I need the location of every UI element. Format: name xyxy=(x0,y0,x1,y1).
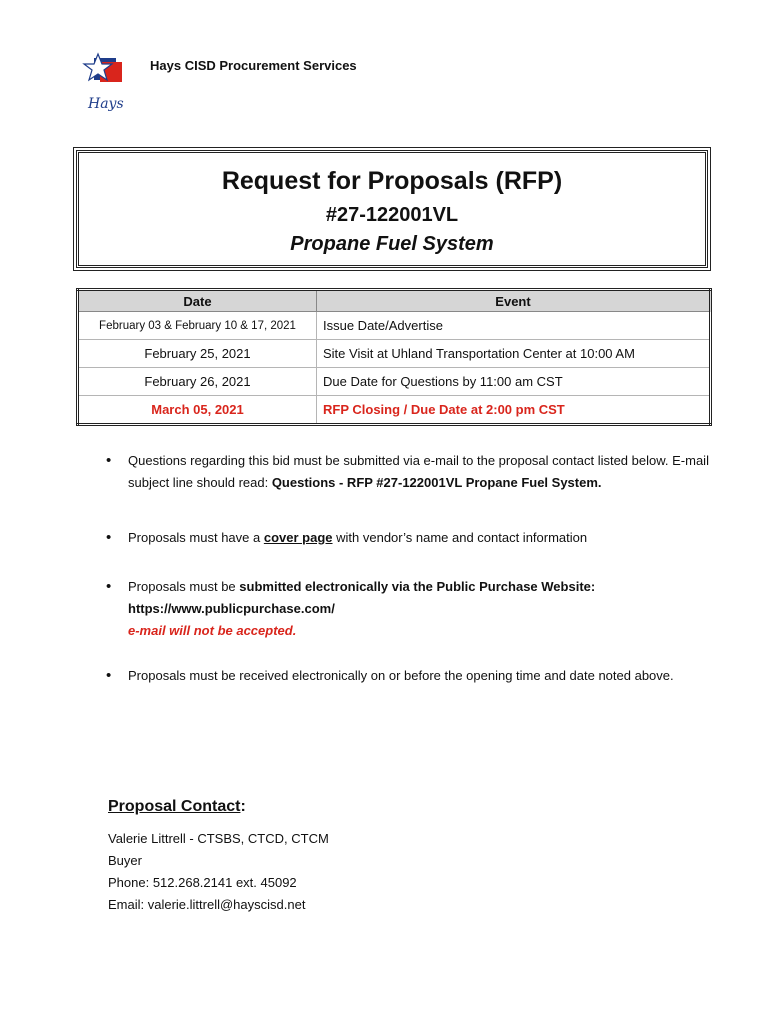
org-name: Hays CISD Procurement Services xyxy=(150,58,357,73)
contact-role: Buyer xyxy=(108,853,142,868)
email-warning: e-mail will not be accepted. xyxy=(128,623,297,638)
contact-email: Email: valerie.littrell@hayscisd.net xyxy=(108,897,306,912)
bullet-text: Proposals must be received electronically on or before the opening time and date noted above. xyxy=(128,668,674,683)
hays-logo xyxy=(80,50,128,120)
contact-name: Valerie Littrell - CTSBS, CTCD, CTCM xyxy=(108,831,329,846)
column-header-event: Event xyxy=(317,290,711,312)
event-cell: Issue Date/Advertise xyxy=(317,312,711,340)
bullet-bold-text: Questions - RFP #27-122001VL Propane Fuel System. xyxy=(271,475,602,490)
contact-phone: Phone: 512.268.2141 ext. 45092 xyxy=(108,875,297,890)
bullet-icon: • xyxy=(106,667,112,684)
date-cell: February 26, 2021 xyxy=(78,368,317,396)
list-item xyxy=(106,665,726,687)
contact-block xyxy=(108,828,329,916)
table-row xyxy=(78,368,711,396)
contact-heading: Proposal Contact: xyxy=(108,798,246,815)
list-item xyxy=(106,576,726,642)
bullet-bold-text: submitted electronically via the Public Purchase Website: xyxy=(239,579,596,594)
date-cell: March 05, 2021 xyxy=(78,396,317,425)
star-icon xyxy=(80,50,128,120)
bullet-emphasis: cover page xyxy=(263,530,333,545)
table-row xyxy=(78,312,711,340)
bullet-text: Proposals must be xyxy=(128,579,240,594)
title-box xyxy=(76,150,708,268)
rfp-number: #27-122001VL xyxy=(325,204,459,226)
bullet-text: Questions regarding this bid must be submitted via e-mail to the proposal contact listed below. E-mail subject line should read: xyxy=(128,453,709,490)
page-title: Request for Proposals (RFP) xyxy=(221,167,563,195)
event-cell: Site Visit at Uhland Transportation Center at 10:00 AM xyxy=(317,340,711,368)
table-row xyxy=(78,340,711,368)
rfp-subject: Propane Fuel System xyxy=(290,233,494,255)
list-item xyxy=(106,450,726,494)
date-cell: February 03 & February 10 & 17, 2021 xyxy=(78,312,317,340)
website-url: https://www.publicpurchase.com/ xyxy=(128,601,335,616)
bullet-icon: • xyxy=(106,452,112,469)
bullet-text: Proposals must have a xyxy=(128,530,264,545)
date-cell: February 25, 2021 xyxy=(78,340,317,368)
bullet-icon: • xyxy=(106,529,112,546)
event-cell: Due Date for Questions by 11:00 am CST xyxy=(317,368,711,396)
list-item xyxy=(106,527,726,549)
column-header-date: Date xyxy=(78,290,317,312)
schedule-table xyxy=(76,288,712,426)
bullet-icon: • xyxy=(106,578,112,595)
svg-text:Hays: Hays xyxy=(88,96,124,112)
event-cell: RFP Closing / Due Date at 2:00 pm CST xyxy=(317,396,711,425)
bullet-text: with vendor’s name and contact information xyxy=(332,530,588,545)
table-row-closing xyxy=(78,396,711,425)
table-header-row xyxy=(78,290,711,312)
